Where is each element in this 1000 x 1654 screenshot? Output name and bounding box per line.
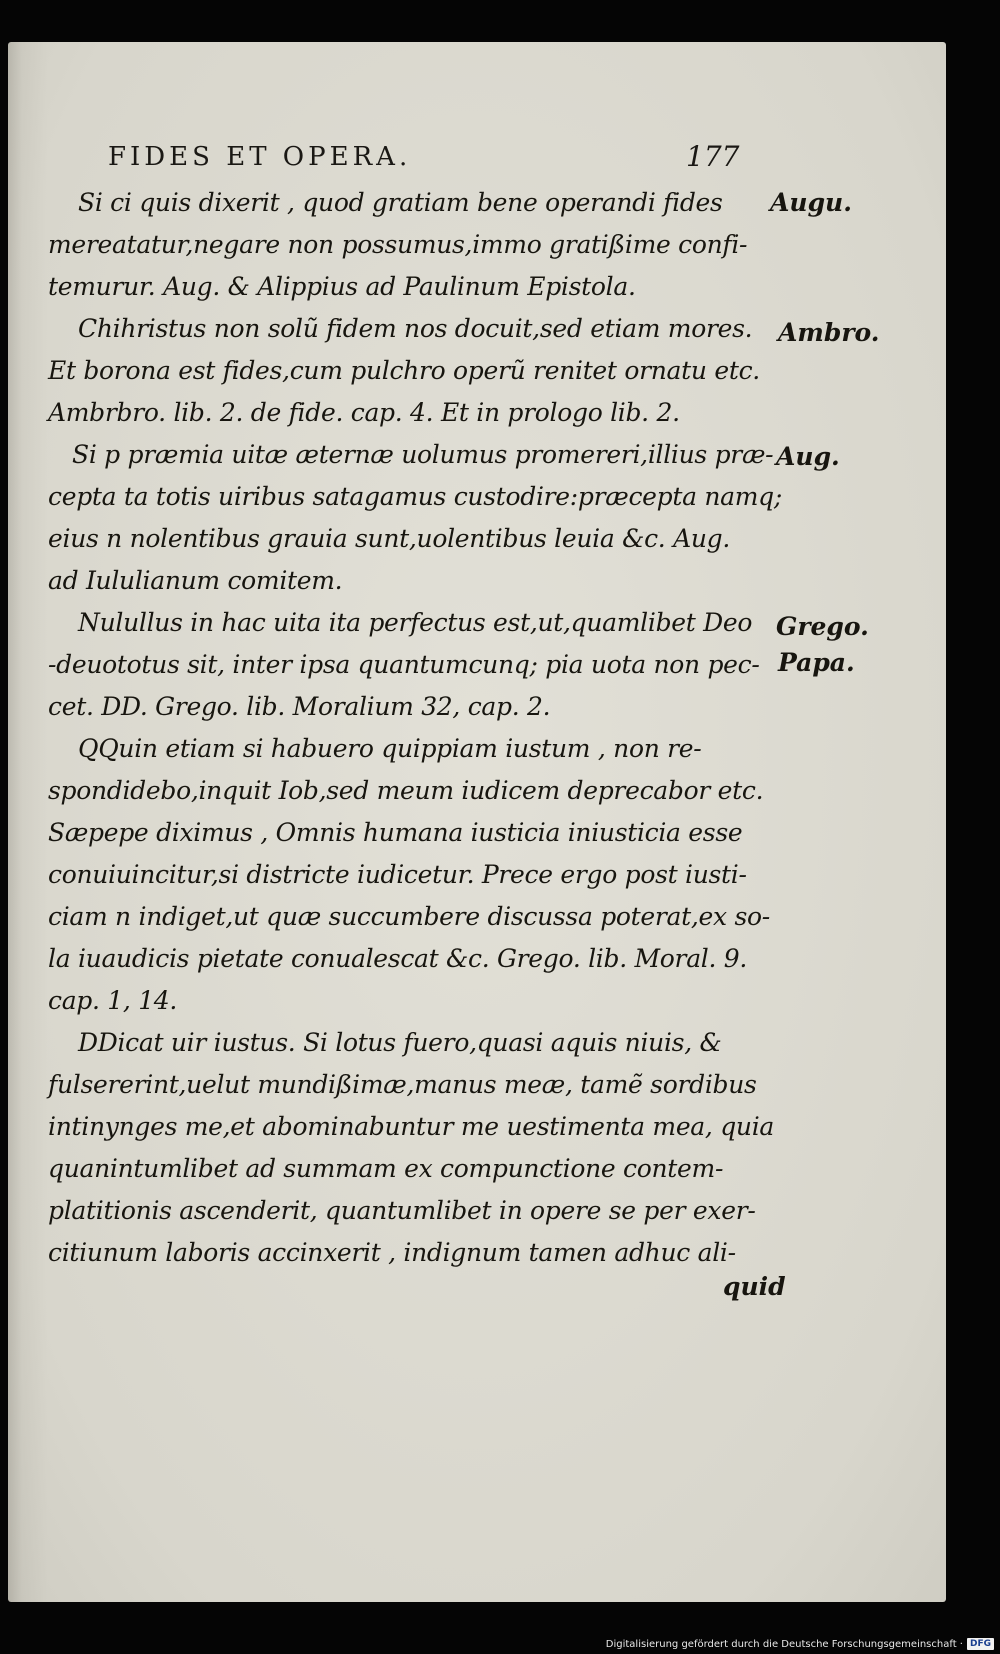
text-line: cap. 1, 14. [48,986,178,1015]
text-line: mereatatur,negare non possumus,immo gratißime confi- [48,230,748,259]
text-line: Chihristus non solũ fidem nos docuit,sed etiam mores. [78,314,753,343]
text-line: ciam n indiget,ut quæ succumbere discussa poterat,ex so- [48,902,770,931]
text-line: temurur. Aug. & Alippius ad Paulinum Epistola. [48,272,636,301]
margin-note-gregory: Grego. [776,612,869,641]
running-head: FIDES ET OPERA. [108,142,412,172]
text-line: Nulullus in hac uita ita perfectus est,ut,quamlibet Deo [78,608,753,637]
catchword: quid [723,1272,786,1301]
text-line: Sæpepe diximus , Omnis humana iusticia iniusticia esse [48,818,743,847]
text-line: Si ci quis dixerit , quod gratiam bene operandi fides [78,188,723,217]
text-line: citiunum laboris accinxerit , indignum tamen adhuc ali- [48,1238,736,1267]
book-page [8,42,946,1602]
text-line: conuiuincitur,si districte iudicetur. Prece ergo post iusti- [48,860,747,889]
text-line: spondidebo,inquit Iob,sed meum iudicem deprecabor etc. [48,776,764,805]
text-line: ad Iululianum comitem. [48,566,343,595]
margin-note-augustine: Augu. [770,188,852,217]
dfg-logo: DFG [967,1638,994,1650]
digitization-credit [606,1638,994,1650]
text-line: Et borona est fides,cum pulchro operũ renitet ornatu etc. [48,356,760,385]
text-line: fulsererint,uelut mundißimæ,manus meæ, tamẽ sordibus [48,1070,757,1099]
text-line: QQuin etiam si habuero quippiam iustum , non re- [78,734,702,763]
text-line: DDicat uir iustus. Si lotus fuero,quasi aquis niuis, & [78,1028,722,1057]
page-number: 177 [686,140,740,173]
text-line: Si p præmia uitæ æternæ uolumus promereri,illius præ- [72,440,774,469]
text-line: eius n nolentibus grauia sunt,uolentibus leuia &c. Aug. [48,524,730,553]
text-line: cepta ta totis uiribus satagamus custodire:præcepta namq; [48,482,782,511]
margin-note-ambrose: Ambro. [778,318,880,347]
margin-note-pope: Papa. [778,648,855,677]
page-header [108,142,808,178]
text-line: intinynges me,et abominabuntur me uestimenta mea, quia [48,1112,775,1141]
text-line: quanintumlibet ad summam ex compunctione contem- [48,1154,724,1183]
text-line: -deuototus sit, inter ipsa quantumcunq; pia uota non pec- [48,650,760,679]
credit-text: Digitalisierung gefördert durch die Deutsche Forschungsgemeinschaft · [605,1638,963,1650]
text-line: la iuaudicis pietate conualescat &c. Grego. lib. Moral. 9. [48,944,748,973]
margin-note-augustine-2: Aug. [776,442,840,471]
text-line: cet. DD. Grego. lib. Moralium 32, cap. 2. [48,692,551,721]
text-line: Ambrbro. lib. 2. de fide. cap. 4. Et in prologo lib. 2. [48,398,680,427]
text-line: platitionis ascenderit, quantumlibet in opere se per exer- [48,1196,756,1225]
